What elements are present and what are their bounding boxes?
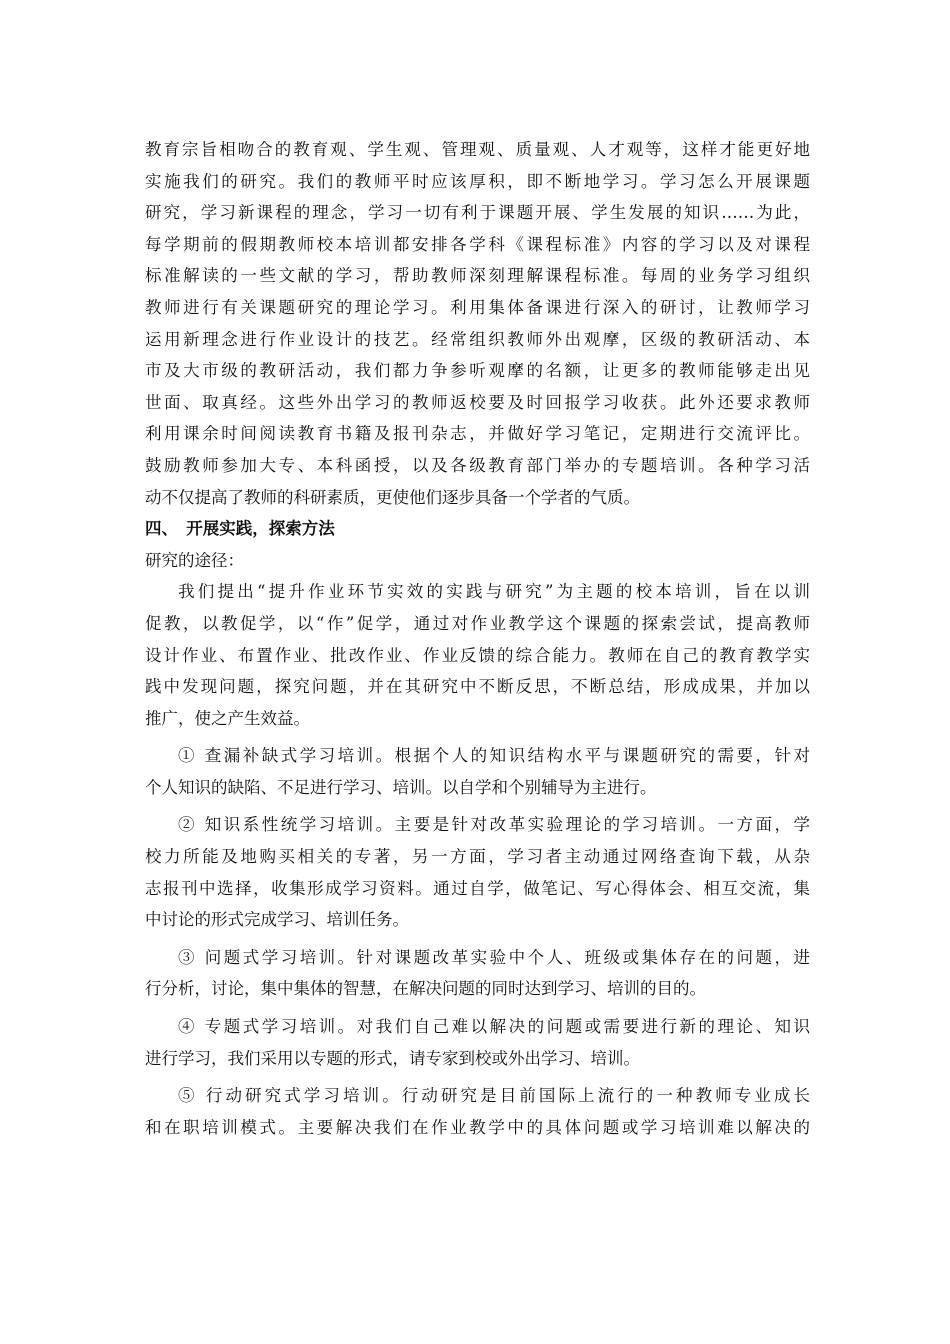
list-item [145,1080,810,1143]
intro-paragraph [145,576,810,734]
text-line: 进行学习，我们采用以专题的形式，请专家到校或外出学习、培训。 [145,1048,640,1068]
text-line: 世面、取真经。这些外出学习的教师返校要及时回报学习收获。此外还要求教师 [145,392,810,412]
text-line: 市及大市级的教研活动，我们都力争参听观摩的名额，让更多的教师能够走出见 [145,361,810,381]
text-line: 每学期前的假期教师校本培训都安排各学科《课程标准》内容的学习以及对课程 [145,234,810,254]
text-line: 校力所能及地购买相关的专著，另一方面，学习者主动通过网络查询下载，从杂 [145,847,810,867]
text-line: 促教，以教促学，以“作”促学，通过对作业教学这个课题的探索尝试，提高教师 [145,613,810,633]
text-line: 实施我们的研究。我们的教师平时应该厚积，即不断地学习。学习怎么开展课题 [145,171,810,191]
text-line: ④ 专题式学习培训。对我们自己难以解决的问题或需要进行新的理论、知识 [178,1017,810,1037]
text-line: 标准解读的一些文献的学习，帮助教师深刻理解课程标准。每周的业务学习组织 [145,266,810,286]
text-line: 我们提出“提升作业环节实效的实践与研究”为主题的校本培训，旨在以训 [178,582,810,602]
text-line: 教育宗旨相吻合的教育观、学生观、管理观、质量观、人才观等，这样才能更好地 [145,140,810,159]
list-item [145,942,810,1005]
text-line: 利用课余时间阅读教育书籍及报刊杂志，并做好学习笔记，定期进行交流评比。 [145,424,810,444]
text-line: 和在职培训模式。主要解决我们在作业教学中的具体问题或学习培训难以解决的 [145,1117,810,1137]
text-line: 教师进行有关课题研究的理论学习。利用集体备课进行深入的研讨，让教师学习 [145,297,810,317]
text-line: 志报刊中选择，收集形成学习资料。通过自学，做笔记、写心得体会、相互交流，集 [145,878,810,898]
text-line: 个人知识的缺陷、不足进行学习、培训。以自学和个别辅导为主进行。 [145,777,657,797]
list-item [145,740,810,803]
text-line: 行分析，讨论，集中集体的智慧，在解决问题的同时达到学习、培训的目的。 [145,979,706,999]
list-item [145,1011,810,1074]
text-line: 研究，学习新课程的理念，学习一切有利于课题开展、学生发展的知识……为此， [145,203,810,223]
text-line: 中讨论的形式完成学习、培训任务。 [145,910,409,930]
text-line: 运用新理念进行作业设计的技艺。经常组织教师外出观摩，区级的教研活动、本 [145,329,810,349]
text-line: ③ 问题式学习培训。针对课题改革实验中个人、班级或集体存在的问题，进 [178,947,810,967]
text-line: 动不仅提高了教师的科研素质，更使他们逐步具备一个学者的气质。 [145,487,640,507]
text-line: 设计作业、布置作业、批改作业、作业反馈的综合能力。教师在自己的教育教学实 [145,645,810,665]
text-line: ⑤ 行动研究式学习培训。行动研究是目前国际上流行的一种教师专业成长 [178,1086,810,1106]
section-heading: 四、 开展实践，探索方法 [145,519,335,539]
text-line: ① 查漏补缺式学习培训。根据个人的知识结构水平与课题研究的需要，针对 [178,746,810,766]
text-line: ② 知识系性统学习培训。主要是针对改革实验理论的学习培训。一方面，学 [178,815,810,835]
text-line: 推广，使之产生效益。 [145,708,310,728]
text-line: 践中发现问题，探究问题，并在其研究中不断反思，不断总结，形成成果，并加以 [145,677,810,697]
subheading: 研究的途径： [145,550,244,570]
list-item [145,809,810,935]
document-page [145,134,810,1143]
body-paragraph [145,134,810,513]
text-line: 鼓励教师参加大专、本科函授，以及各级教育部门举办的专题培训。各种学习活 [145,455,810,475]
